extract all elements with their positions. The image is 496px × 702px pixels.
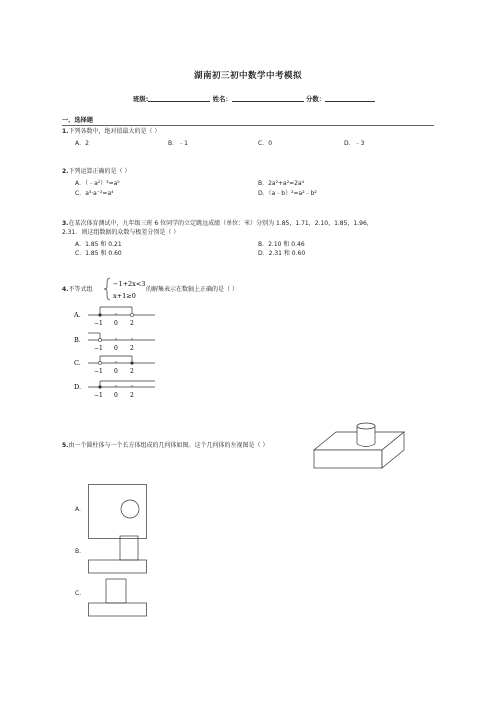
q5-option-b-figure [88, 535, 148, 575]
question-3 [62, 220, 373, 228]
class-blank[interactable] [148, 95, 210, 102]
question-1-text: 下列各数中，绝对值最大的是（ ） [68, 128, 161, 135]
solid-figure [312, 418, 408, 478]
section-heading: 一、选择题 [62, 117, 93, 124]
q1-option-d[interactable]: D．﹣3 [344, 140, 365, 147]
q3-option-c[interactable]: C．1.85 和 0.60 [75, 250, 122, 257]
tick-0-c: 0 [114, 368, 118, 375]
q1-option-a[interactable]: A．2 [75, 140, 89, 147]
q5-option-c-figure [88, 578, 148, 618]
question-5 [62, 442, 268, 450]
question-5-number: 5. [62, 442, 69, 449]
q4-option-a-label[interactable]: A. [74, 311, 81, 319]
tick-0-a: 0 [114, 320, 118, 327]
q5-option-b-label[interactable]: B. [75, 548, 82, 555]
box-front-face [314, 450, 382, 468]
name-blank[interactable] [232, 95, 304, 102]
inequality-1: −1+2x<3 [113, 280, 146, 288]
q2-option-b[interactable]: B．2a²+a²=2a⁴ [258, 180, 305, 187]
question-2 [62, 168, 130, 176]
tick-0-d: 0 [114, 392, 118, 399]
inequality-system [102, 276, 148, 302]
score-label: 分数： [305, 95, 326, 103]
tick-neg1-b: −1 [94, 345, 103, 352]
question-1 [62, 128, 160, 136]
q2-option-a[interactable]: A．（﹣a²）³=a⁵ [75, 180, 120, 187]
tick-2-c: 2 [130, 368, 134, 375]
name-label: 姓名： [212, 95, 232, 103]
q2-option-c[interactable]: C．a³·a⁻²=a⁴ [75, 190, 114, 197]
cylinder-top [357, 423, 375, 429]
q4-option-b-label[interactable]: B. [74, 336, 81, 344]
student-info-line [133, 94, 375, 103]
q5-option-a-figure [88, 484, 148, 540]
q3-option-b[interactable]: B．2.10 和 0.46 [258, 241, 305, 248]
q3-option-d[interactable]: D．2.31 和 0.60 [258, 250, 306, 257]
score-blank[interactable] [325, 95, 375, 102]
solid-point-a [98, 313, 101, 316]
question-2-text: 下列运算正确的是（ ） [68, 168, 131, 175]
page-title: 湖南初三初中数学中考模拟 [193, 71, 302, 81]
question-4-number: 4. [62, 286, 69, 293]
q1-option-b[interactable]: B．﹣1 [168, 140, 188, 147]
tick-0-b: 0 [114, 345, 118, 352]
question-3-line-2: 2.31．则这组数据的众数与极差分别是（ ） [62, 229, 180, 236]
inequality-2: x+1≥0 [113, 292, 136, 300]
q3-option-a[interactable]: A．1.85 和 0.21 [75, 241, 122, 248]
open-point-a [130, 313, 133, 316]
q5-option-c-label[interactable]: C. [75, 590, 82, 597]
tick-2-b: 2 [130, 345, 134, 352]
tick-neg1-a: −1 [94, 320, 103, 327]
question-4-prefix: 不等式组 [68, 286, 93, 293]
question-4 [62, 286, 92, 294]
question-1-number: 1. [62, 128, 69, 135]
left-brace [104, 278, 110, 300]
tick-neg1-d: −1 [94, 392, 103, 399]
q1-option-c[interactable]: C．0 [258, 140, 273, 147]
question-5-text: 由一个圆柱体与一个长方体组成的几何体如图。这个几何体的左视图是（ ） [68, 442, 269, 449]
q2-option-d[interactable]: D．（a﹣b）²=a²﹣b² [258, 190, 317, 197]
q4-option-c-label[interactable]: C. [74, 359, 81, 367]
question-2-number: 2. [62, 168, 69, 175]
question-4-suffix: 的解集表示在数轴上正确的是（ ） [146, 286, 238, 293]
q4-option-d-label[interactable]: D. [74, 383, 82, 391]
number-line-options [70, 303, 170, 403]
question-3-number: 3. [62, 220, 69, 227]
question-3-line-1: 在某次体育测试中，九年级三班 6 位同学的立定跳远成绩（单位：米）分别为 1.85，1.71，2.10，1.85，1.96， [68, 220, 373, 227]
section-divider [62, 125, 434, 126]
tick-neg1-c: −1 [94, 368, 103, 375]
q5-option-a-label[interactable]: A. [75, 506, 81, 513]
class-label: 班级: [133, 95, 149, 103]
tick-2-a: 2 [130, 320, 134, 327]
tick-2-d: 2 [130, 392, 134, 399]
